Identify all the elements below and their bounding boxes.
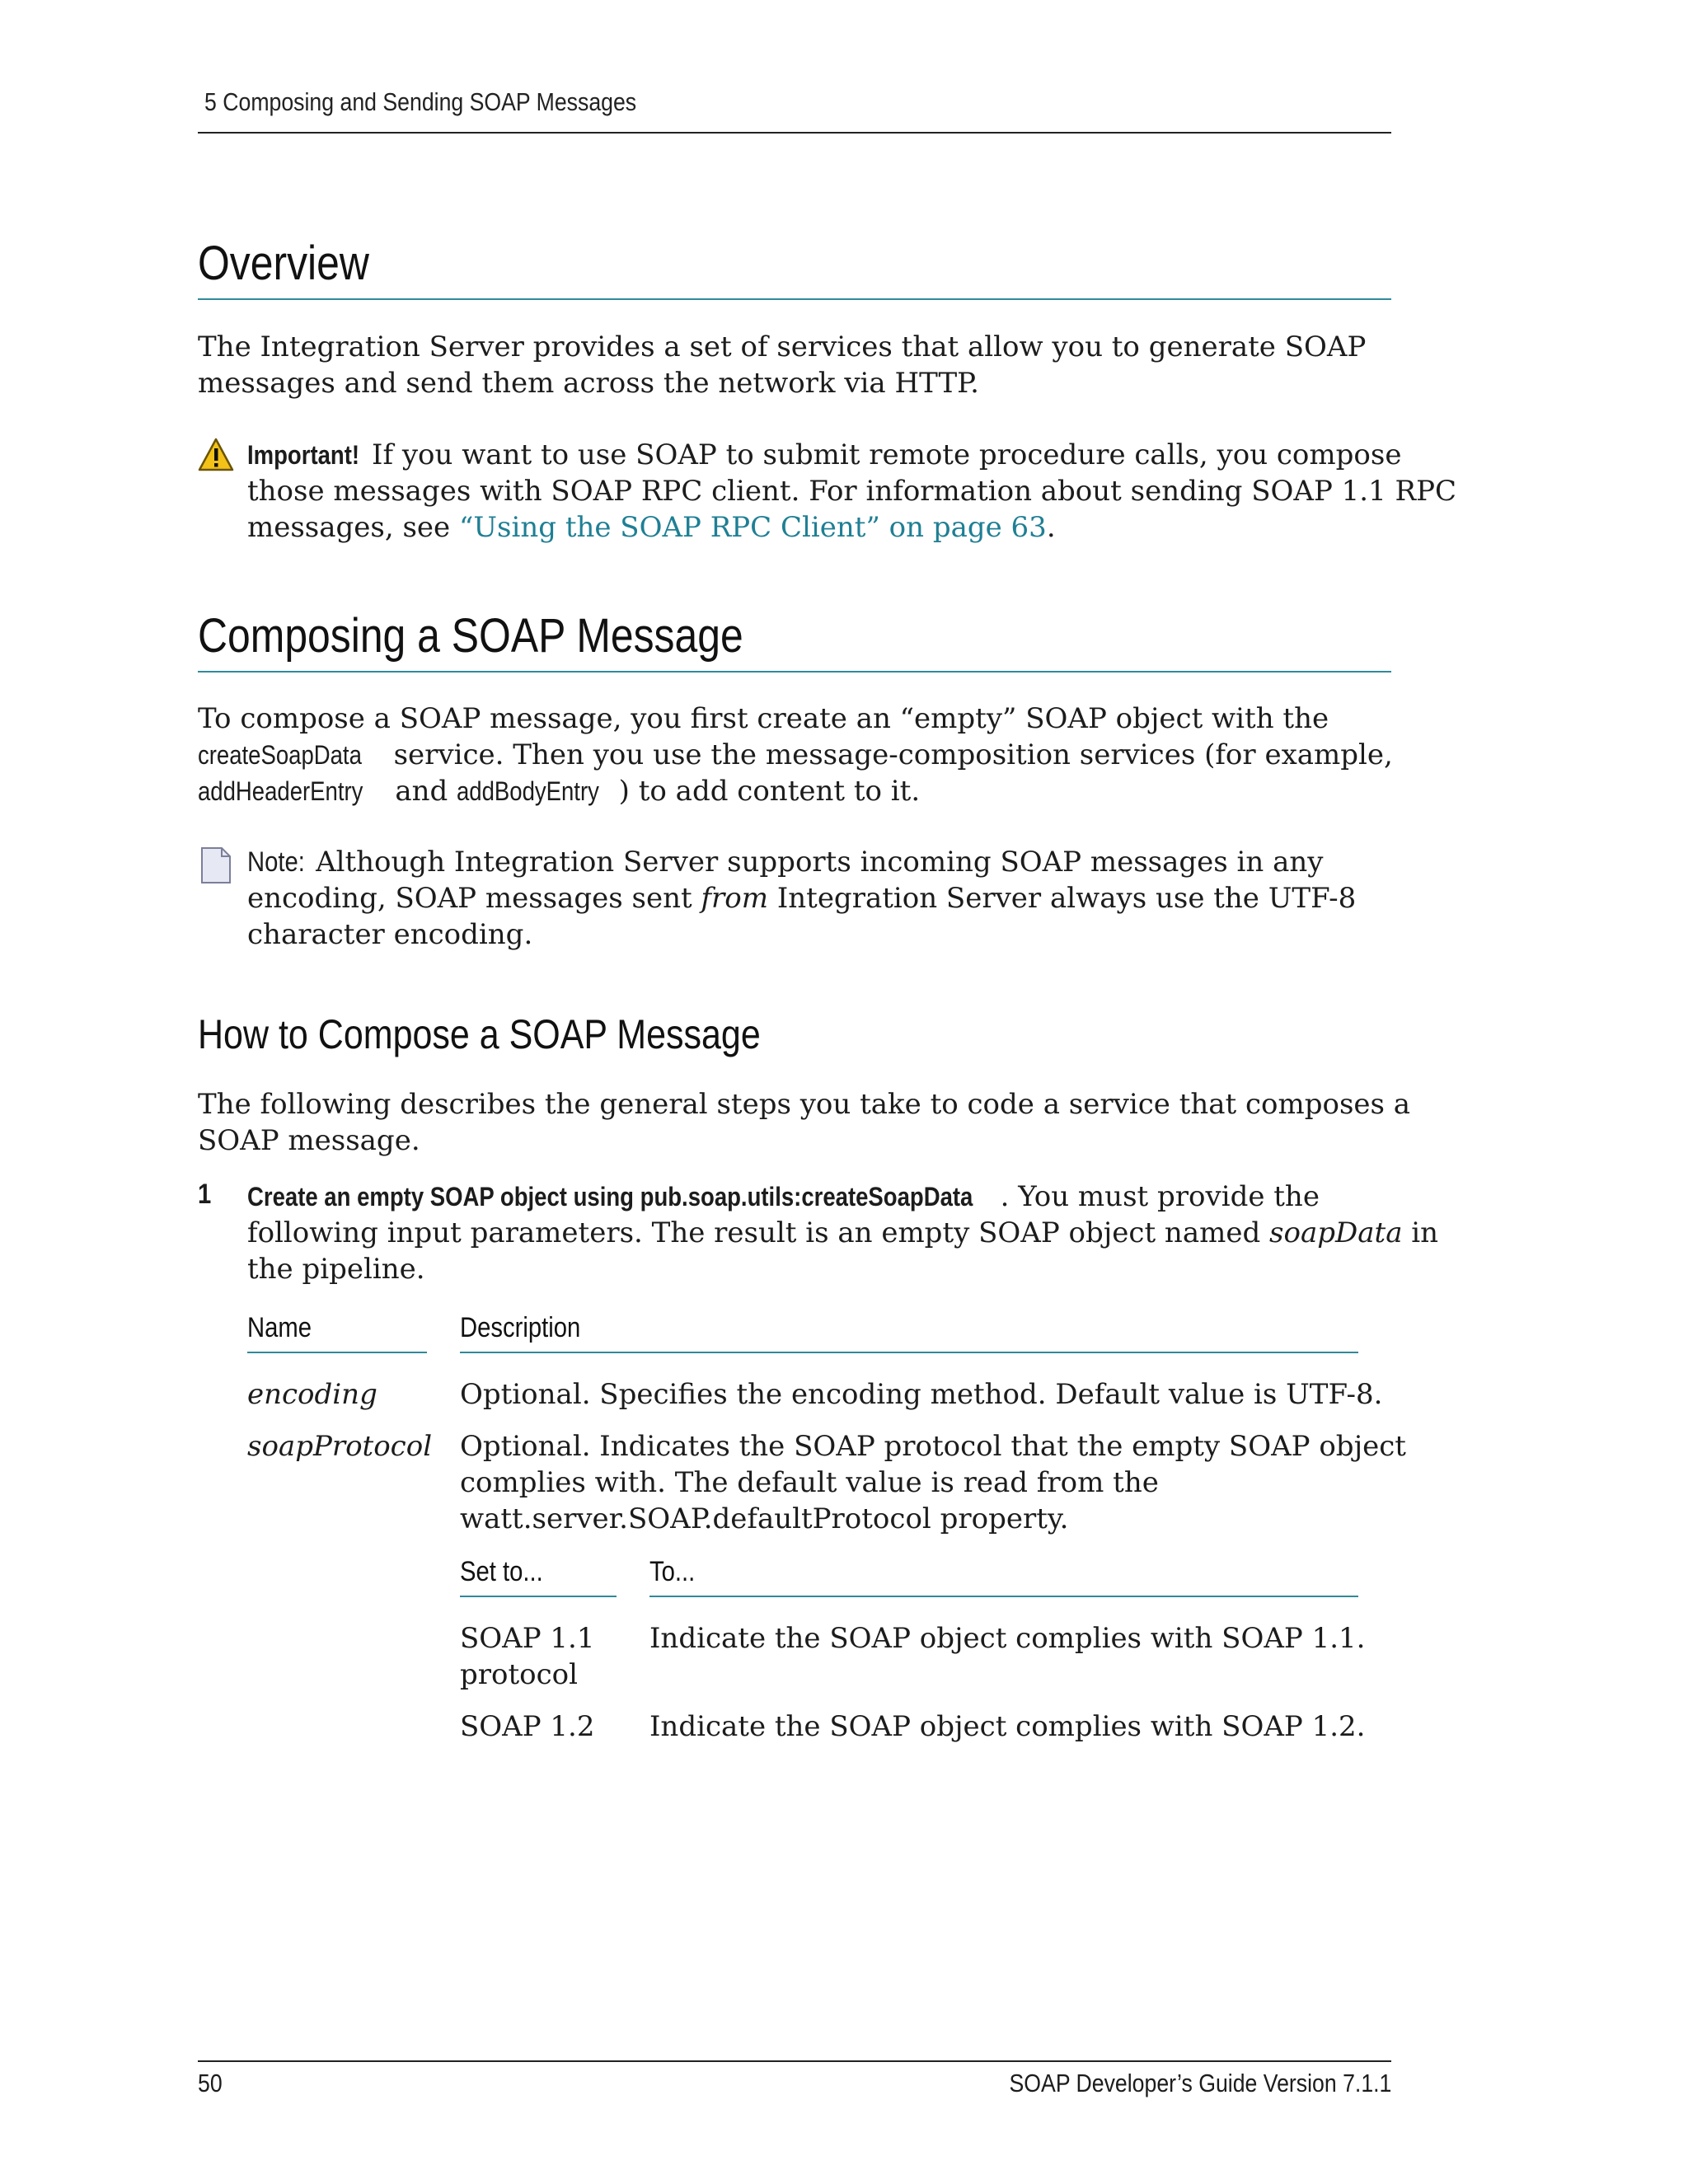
note-text-1: Although Integration Server supports incoming SOAP messages in any bbox=[307, 846, 1324, 879]
subtable-header-rule-set bbox=[460, 1596, 617, 1597]
note-icon bbox=[199, 846, 232, 885]
running-header: 5 Composing and Sending SOAP Messages bbox=[204, 87, 637, 116]
howto-intro bbox=[198, 1086, 1410, 1159]
subtable-to-soap11: Indicate the SOAP object complies with SOAP 1.1. bbox=[649, 1622, 1366, 1655]
overview-rule bbox=[198, 298, 1391, 300]
composing-intro bbox=[198, 701, 1393, 809]
important-prefix: messages, see bbox=[247, 511, 459, 544]
step-1-bold-text: Create an empty SOAP object using pub.soap.utils bbox=[247, 1182, 795, 1212]
important-suffix: . bbox=[1046, 511, 1056, 544]
param-desc-line: watt.server.SOAP.defaultProtocol property. bbox=[460, 1502, 1069, 1535]
param-name-encoding: encoding bbox=[247, 1378, 377, 1411]
param-desc-line: complies with. The default value is read from the bbox=[460, 1466, 1159, 1499]
subtable-set-soap11 bbox=[460, 1620, 594, 1693]
important-line-3 bbox=[247, 509, 1456, 546]
step-1-line-3: the pipeline. bbox=[247, 1253, 425, 1286]
composing-heading: Composing a SOAP Message bbox=[198, 609, 743, 663]
set-value-line: protocol bbox=[460, 1658, 579, 1691]
footer-page-number: 50 bbox=[198, 2069, 223, 2097]
composing-line-3-mid: and bbox=[386, 775, 457, 808]
step-1-line-1 bbox=[247, 1179, 1438, 1215]
overview-intro-line: messages and send them across the network via HTTP. bbox=[198, 367, 979, 400]
subtable-header-to: To... bbox=[649, 1556, 696, 1587]
composing-line-1: To compose a SOAP message, you first create an “empty” SOAP object with the bbox=[198, 702, 1329, 735]
step-1-text-2b: in bbox=[1402, 1216, 1439, 1249]
step-1-service: :createSoapData bbox=[794, 1182, 973, 1212]
important-line-1 bbox=[247, 437, 1456, 473]
warning-icon bbox=[198, 437, 234, 473]
overview-heading: Overview bbox=[198, 237, 369, 290]
howto-heading: How to Compose a SOAP Message bbox=[198, 1011, 761, 1057]
param-name-soapprotocol: soapProtocol bbox=[247, 1430, 433, 1463]
param-desc-line: Optional. Indicates the SOAP protocol that the empty SOAP object bbox=[460, 1430, 1406, 1463]
note-label: Note: bbox=[247, 846, 305, 878]
step-1-text-2-emph: soapData bbox=[1269, 1216, 1403, 1249]
step-1-rest: . You must provide the bbox=[1000, 1180, 1320, 1213]
important-label: Important! bbox=[247, 440, 360, 470]
note-text-2b: Integration Server always use the UTF-8 bbox=[768, 882, 1357, 915]
param-desc-encoding: Optional. Specifies the encoding method. Default value is UTF-8. bbox=[460, 1378, 1383, 1411]
table-header-description: Description bbox=[460, 1312, 581, 1343]
important-line-2: those messages with SOAP RPC client. For information about sending SOAP 1.1 RPC bbox=[247, 475, 1456, 508]
subtable-header-set: Set to... bbox=[460, 1556, 543, 1587]
step-number: 1 bbox=[198, 1179, 212, 1210]
param-desc-soapprotocol bbox=[460, 1428, 1406, 1537]
table-header-name: Name bbox=[247, 1312, 312, 1343]
composing-line-2-rest: service. Then you use the message-composition services (for example, bbox=[384, 738, 1393, 771]
note-line-3: character encoding. bbox=[247, 918, 533, 951]
howto-intro-line: SOAP message. bbox=[198, 1124, 420, 1157]
howto-intro-line: The following describes the general steps you take to code a service that composes a bbox=[198, 1088, 1411, 1121]
subtable-to-soap12: Indicate the SOAP object complies with SOAP 1.2. bbox=[649, 1710, 1366, 1743]
set-value-line: SOAP 1.1 bbox=[460, 1622, 595, 1655]
table-header-rule-description bbox=[460, 1352, 1358, 1353]
createsoapdata-code: createSoapData bbox=[198, 740, 362, 770]
step-1-bold bbox=[247, 1179, 973, 1215]
addheaderentry-code: addHeaderEntry bbox=[198, 776, 363, 806]
important-callout bbox=[247, 437, 1456, 546]
note-text-2-emph: from bbox=[701, 882, 769, 915]
rpc-client-link[interactable]: “Using the SOAP RPC Client” on page 63 bbox=[458, 511, 1047, 544]
subtable-header-rule-to bbox=[649, 1596, 1358, 1597]
composing-line-3-rest: ) to add content to it. bbox=[618, 775, 921, 808]
note-line-2 bbox=[247, 880, 1356, 916]
header-rule bbox=[198, 132, 1391, 134]
footer-rule bbox=[198, 2060, 1391, 2062]
footer-doc-title: SOAP Developer’s Guide Version 7.1.1 bbox=[1009, 2069, 1391, 2097]
table-header-rule-name bbox=[247, 1352, 427, 1353]
overview-intro-line: The Integration Server provides a set of services that allow you to generate SOAP bbox=[198, 330, 1367, 363]
overview-intro bbox=[198, 329, 1366, 401]
step-1 bbox=[247, 1179, 1438, 1287]
composing-line-2 bbox=[198, 737, 1393, 773]
important-text-1: If you want to use SOAP to submit remote procedure calls, you compose bbox=[372, 438, 1402, 471]
composing-line-3 bbox=[198, 773, 1393, 809]
note-line-1 bbox=[247, 844, 1356, 880]
note-callout bbox=[247, 844, 1356, 953]
subtable-set-soap12: SOAP 1.2 bbox=[460, 1710, 595, 1743]
step-1-text-2a: following input parameters. The result is an empty SOAP object named bbox=[247, 1216, 1270, 1249]
addbodyentry-code: addBodyEntry bbox=[457, 776, 599, 806]
composing-rule bbox=[198, 671, 1391, 673]
note-text-2a: encoding, SOAP messages sent bbox=[247, 882, 701, 915]
step-1-line-2 bbox=[247, 1215, 1438, 1251]
